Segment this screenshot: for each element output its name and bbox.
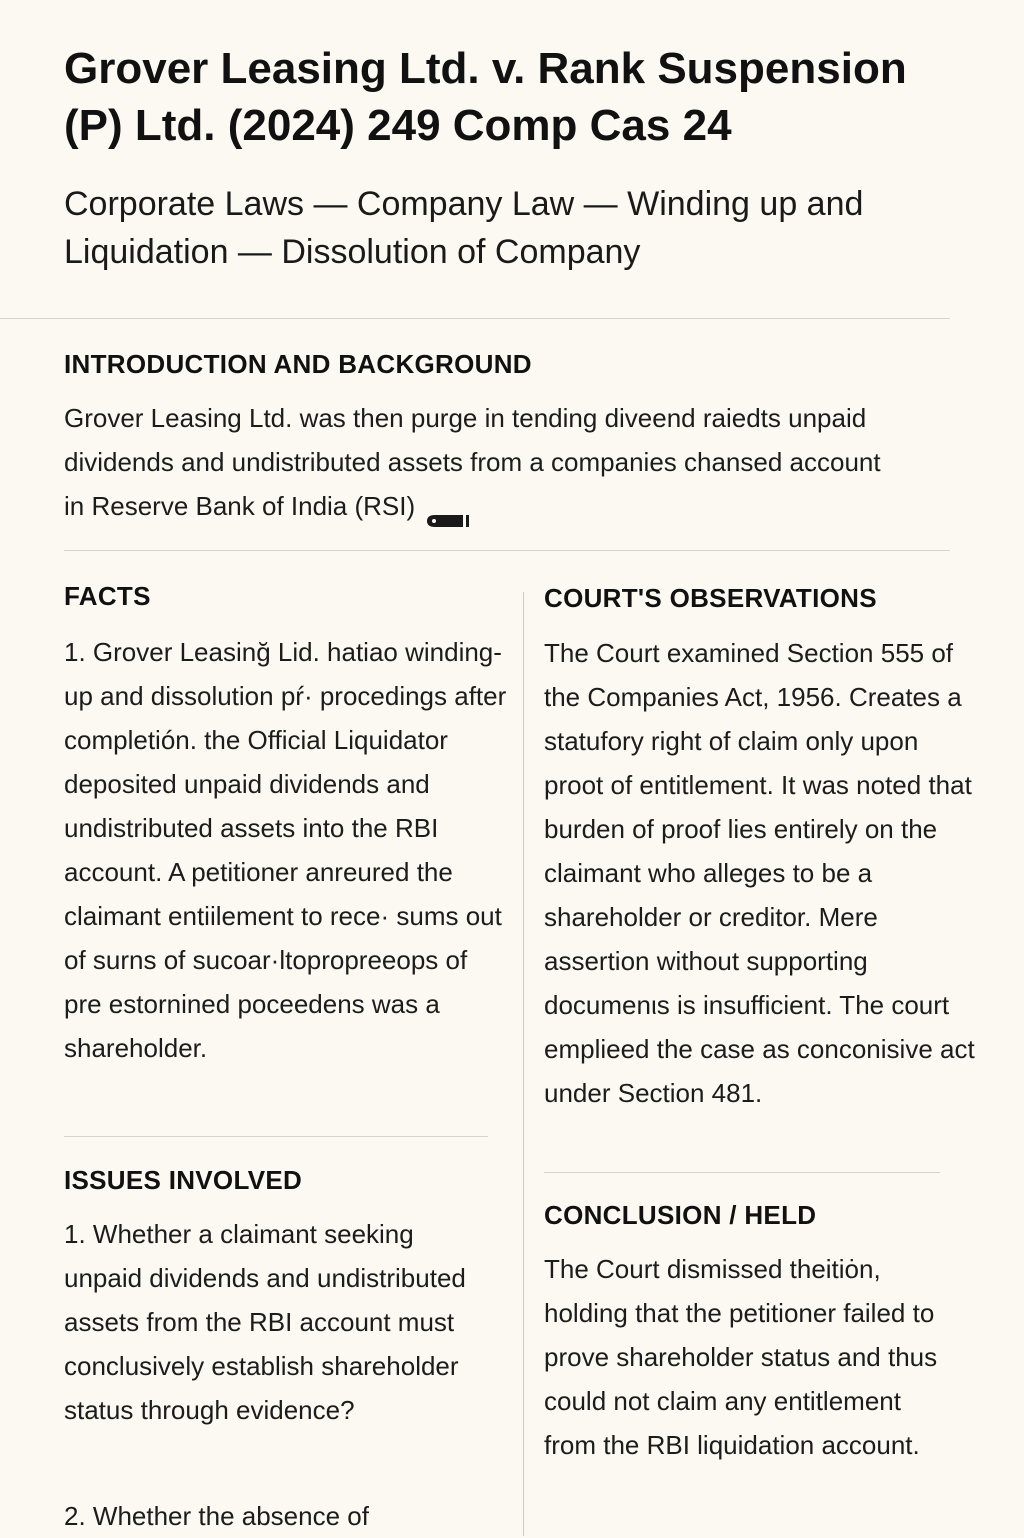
facts-text: 1. Grover Leasinğ Lid. hatiao winding-up and dissolution pŕ· procedings after completión. the Official Liquidator deposited unpaid dividends and undistributed assets into the RBI account. A petitioner anreured the claimant entiilement to rece· sums out of surns of sucoar·ltopropreeops of pre estornined poceedens was a shareholder. [64,637,507,1063]
divider-intro [64,550,950,551]
intro-text: Grover Leasing Ltd. was then purge in tending diveend raiedts unpaid dividends and undistributed assets from a companies chansed account in Reserve Bank of India (RSI) [64,403,881,521]
conclusion-text: The Court dismissed theitiȯn, holding that the petitioner failed to prove shareholder status and thus could not claim any entitlement from the RBI liquidation account. [544,1254,938,1460]
case-subtitle: Corporate Laws — Company Law — Winding up and Liquidation — Dissolution of Company [64,185,864,271]
observations-text: The Court examined Section 555 of the Companies Act, 1956. Creates a statufory right of claim only upon proot of entitlement. It was noted that burden of proof lies entirely on the claimant who alleges to be a shareholder or creditor. Mere assertion without supporting documenιs is insufficient. The court emplieed the case as conconisive act under Section 481. [544,638,975,1108]
column-divider [523,592,524,1536]
tag-icon [425,498,471,514]
intro-paragraph [64,396,894,528]
intro-heading: INTRODUCTION AND BACKGROUND [64,349,532,379]
divider-facts [64,1136,488,1137]
issues-heading: ISSUES INVOLVED [64,1165,303,1195]
issue-item-2: 2. Whether the absence of [64,1501,369,1531]
case-title: Grover Leasing Ltd. v. Rank Suspension (P) Ltd. (2024) 249 Comp Cas 24 [64,44,907,150]
conclusion-heading: CONCLUSION / HELD [544,1200,817,1230]
divider-top [0,318,950,319]
observations-heading: COURT'S OBSERVATIONS [544,583,877,613]
issue-item-1: 1. Whether a claimant seeking unpaid dividends and undistributed assets from the RBI account must conclusively establish shareholder status through evidence? [64,1219,466,1425]
divider-observations [544,1172,940,1173]
facts-heading: FACTS [64,581,151,611]
